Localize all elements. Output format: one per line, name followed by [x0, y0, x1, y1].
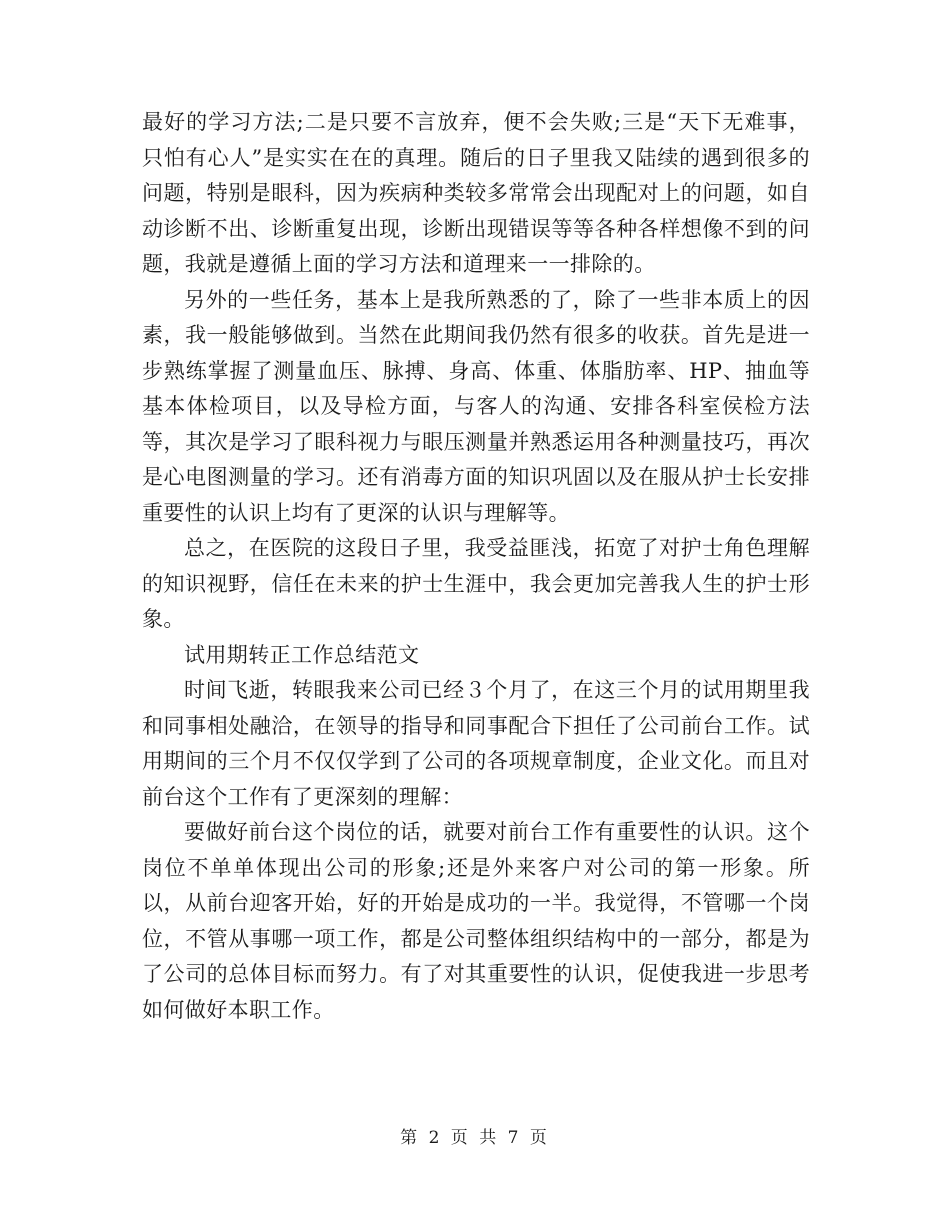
document-body: [142, 105, 810, 1028]
paragraph-3: 总之，在医院的这段日子里，我受益匪浅，拓宽了对护士角色理解的知识视野，信任在未来的护士生涯中，我会更加完善我人生的护士形象。: [142, 536, 810, 631]
paragraph-4: 时间飞逝，转眼我来公司已经３个月了，在这三个月的试用期里我和同事相处融洽，在领导的指导和同事配合下担任了公司前台工作。试用期间的三个月不仅仅学到了公司的各项规章制度，企业文化。而且对前台这个工作有了更深刻的理解：: [142, 678, 810, 809]
paragraph-1: 最好的学习方法;二是只要不言放弃，便不会失败;三是“天下无难事，只怕有心人”是实实在在的真理。随后的日子里我又陆续的遇到很多的问题，特别是眼科，因为疾病种类较多常常会出现配对上的问题，如自动诊断不出、诊断重复出现，诊断出现错误等等各种各样想像不到的问题，我就是遵循上面的学习方法和道理来一一排除的。: [142, 110, 810, 276]
paragraph-2: 另外的一些任务，基本上是我所熟悉的了，除了一些非本质上的因素，我一般能够做到。当然在此期间我仍然有很多的收获。首先是进一步熟练掌握了测量血压、脉搏、身高、体重、体脂肪率、HP、抽血等基本体检项目，以及导检方面，与客人的沟通、安排各科室侯检方法等，其次是学习了眼科视力与眼压测量并熟悉运用各种测量技巧，再次是心电图测量的学习。还有消毒方面的知识巩固以及在服从护士长安排重要性的认识上均有了更深的认识与理解等。: [142, 287, 810, 525]
page-number: 第 2 页 共 7 页: [400, 1128, 550, 1148]
section-heading: 试用期转正工作总结范文: [184, 642, 420, 667]
paragraph-5: 要做好前台这个岗位的话，就要对前台工作有重要性的认识。这个岗位不单单体现出公司的形象;还是外来客户对公司的第一形象。所以，从前台迎客开始，好的开始是成功的一半。我觉得，不管哪一个岗位，不管从事哪一项工作，都是公司整体组织结构中的一部分，都是为了公司的总体目标而努力。有了对其重要性的认识，促使我进一步思考如何做好本职工作。: [142, 820, 810, 1022]
